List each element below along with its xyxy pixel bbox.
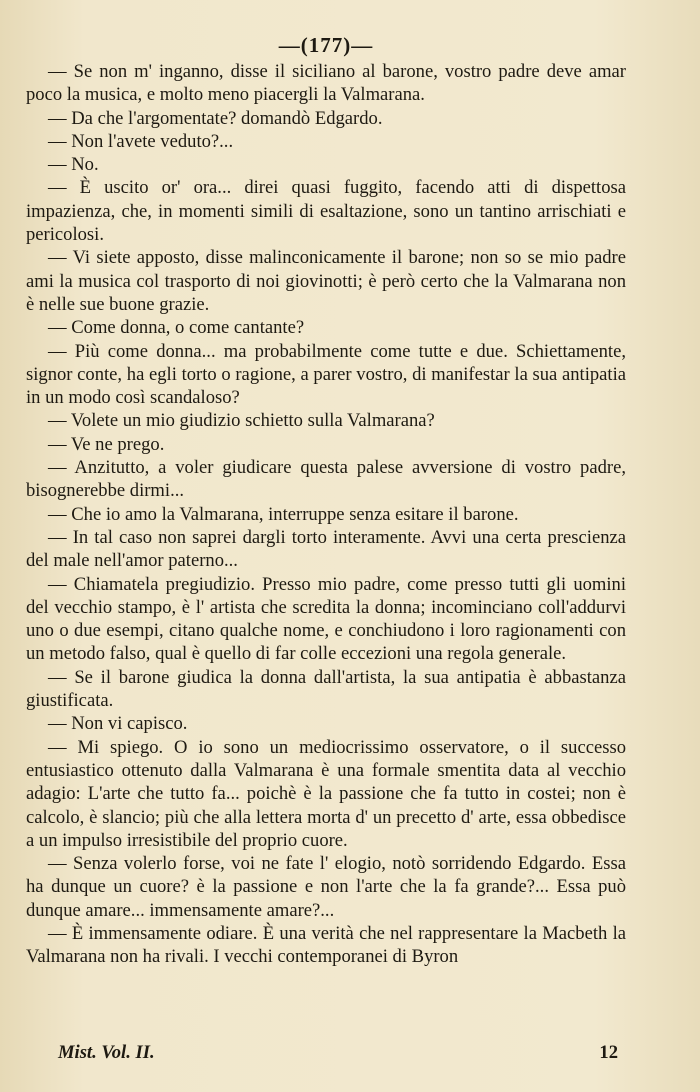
sheet-number: 12 (599, 1042, 618, 1063)
page-number: —(177)— (278, 33, 374, 57)
paragraph: — No. (48, 154, 99, 176)
paragraph: — Se non m' inganno, disse il siciliano al barone, vostro padre deve amar poco la musica, e molto meno piacergli la Valmarana. (26, 61, 626, 106)
paragraph: — In tal caso non saprei dargli torto interamente. Avvi una certa prescienza del male nell'amor paterno... (26, 526, 626, 572)
paragraph: — È immensamente odiare. È una verità che nel rappresentare la Macbeth la Valmarana non ha rivali. I vecchi contemporanei di Byron (26, 922, 626, 968)
paragraph: — Come donna, o come cantante? (48, 317, 305, 339)
body-text (26, 60, 626, 969)
paragraph: — Non l'avete veduto?... (48, 130, 234, 152)
paragraph: — Ve ne prego. (48, 433, 165, 455)
paragraph: — Che io amo la Valmarana, interruppe senza esitare il barone. (48, 503, 519, 525)
paragraph: — Da che l'argomentate? domandò Edgardo. (48, 107, 383, 129)
signature-mark: Mist. Vol. II. (58, 1042, 155, 1063)
paragraph: — Mi spiego. O io sono un mediocrissimo osservatore, o il successo entusiastico ottenuto dalla Valmarana è una formale smentita data al vecchio adagio: L'arte che tutto fa... poichè è la passione che fa tutto in costei; non è calcolo, è slancio; più che alla lettera morta d' un precetto d' arte, essa obbedisce a un impulso irresistibile del proprio cuore. (26, 736, 626, 851)
paragraph: — Non vi capisco. (48, 713, 188, 735)
paragraph: — Volete un mio giudizio schietto sulla Valmarana? (48, 410, 435, 432)
paragraph: — Se il barone giudica la donna dall'artista, la sua antipatia è abbastanza giustificata. (26, 666, 626, 712)
paragraph: — Anzitutto, a voler giudicare questa palese avversione di vostro padre, bisognerebbe dirmi... (26, 457, 626, 502)
paragraph: — Senza volerlo forse, voi ne fate l' elogio, notò sorridendo Edgardo. Essa ha dunque un cuore? è la passione e non l'arte che la fa grande?... Essa può dunque amare... immensamente amare?... (26, 853, 626, 921)
paragraph: — È uscito or' ora... direi quasi fuggito, facendo atti di dispettosa impazienza, che, in momenti simili di esaltazione, sono un tantino arrischiati e pericolosi. (26, 177, 626, 246)
page-footer (58, 1042, 618, 1064)
paragraph: — Chiamatela pregiudizio. Presso mio padre, come presso tutti gli uomini del vecchio stampo, è l' artista che scredita la donna; incominciano coll'addurvi uno o due esempi, citano qualche nome, e conchiudono i loro ragionamenti con un metodo falso, qual è quello di far colle eccezioni una regola generale. (26, 573, 626, 665)
paragraph: — Più come donna... ma probabilmente come tutte e due. Schiettamente, signor conte, ha egli torto o ragione, a parer vostro, di manifestar la sua antipatia in un modo così scandaloso? (26, 340, 626, 409)
paragraph: — Vi siete apposto, disse malinconicamente il barone; non so se mio padre ami la musica col trasporto di noi giovinotti; è però certo che la Valmarana non è nelle sue buone grazie. (26, 247, 626, 315)
